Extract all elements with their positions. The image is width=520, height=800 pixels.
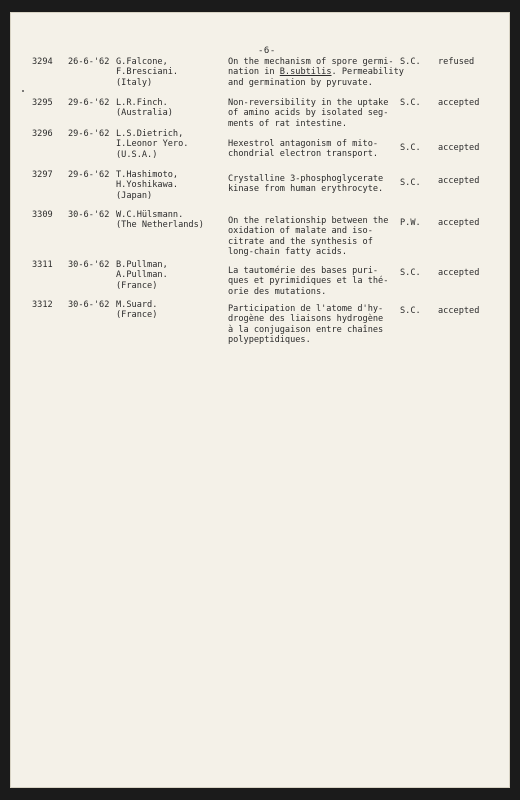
entry-title	[228, 216, 402, 258]
author-line: M.Suard.	[116, 300, 158, 310]
entry-title	[228, 57, 402, 88]
entry-authors	[116, 129, 226, 160]
title-line: of amino acids by isolated seg-	[228, 108, 389, 119]
author-country: (U.S.A.)	[116, 149, 158, 160]
entry-number: 3309	[32, 210, 53, 220]
entry-title	[228, 266, 402, 297]
entry-authors	[116, 300, 226, 321]
entry-date: 26-6-'62	[68, 57, 110, 67]
entry-title	[228, 139, 402, 160]
entry-decision: accepted	[438, 268, 480, 278]
page-number: -6-	[258, 46, 276, 56]
entry-decision: accepted	[438, 176, 480, 186]
entry-date: 29-6-'62	[68, 98, 110, 108]
author-country: (Italy)	[116, 77, 153, 88]
author-line: L.S.Dietrich,	[116, 129, 184, 139]
title-line: citrate and the synthesis of	[228, 236, 373, 247]
author-line: B.Pullman,	[116, 260, 168, 270]
title-line: ments of rat intestine.	[228, 118, 347, 129]
entry-referee: S.C.	[400, 98, 421, 108]
document-page	[10, 12, 510, 788]
entry-date: 29-6-'62	[68, 170, 110, 180]
title-line: and germination by pyruvate.	[228, 77, 373, 88]
entry-number: 3297	[32, 170, 53, 180]
entry-number: 3312	[32, 300, 53, 310]
entry-referee: S.C.	[400, 57, 421, 67]
entry-authors	[116, 57, 226, 88]
entry-referee: P.W.	[400, 218, 421, 228]
author-line: A.Pullman.	[116, 270, 168, 281]
entry-date: 30-6-'62	[68, 260, 110, 270]
entry-number: 3295	[32, 98, 53, 108]
entry-decision: refused	[438, 57, 475, 67]
title-line: On the relationship between the	[228, 216, 389, 226]
title-line: kinase from human erythrocyte.	[228, 184, 384, 195]
title-line: Crystalline 3-phosphoglycerate	[228, 174, 384, 184]
author-line: T.Hashimoto,	[116, 170, 179, 180]
entry-authors	[116, 98, 226, 119]
entry-authors	[116, 260, 226, 291]
entry-referee: S.C.	[400, 143, 421, 153]
entry-decision: accepted	[438, 143, 480, 153]
author-line: H.Yoshikawa.	[116, 180, 179, 191]
title-line	[228, 67, 402, 77]
entry-decision: accepted	[438, 306, 480, 316]
title-line: Participation de l'atome d'hy-	[228, 304, 384, 314]
entry-decision: accepted	[438, 218, 480, 228]
author-country: (Japan)	[116, 190, 153, 201]
title-line: orie des mutations.	[228, 286, 327, 297]
author-line: G.Falcone,	[116, 57, 168, 67]
entry-date: 30-6-'62	[68, 210, 110, 220]
entry-number: 3294	[32, 57, 53, 67]
title-line: long-chain fatty acids.	[228, 247, 347, 258]
author-country: (Australia)	[116, 108, 173, 119]
entry-title	[228, 174, 402, 195]
title-line: chondrial electron transport.	[228, 149, 379, 160]
title-line: On the mechanism of spore germi-	[228, 57, 394, 67]
title-fragment: nation in	[228, 67, 280, 78]
title-line: ques et pyrimidiques et la thé-	[228, 276, 389, 287]
title-line: oxidation of malate and iso-	[228, 226, 373, 237]
entry-date: 29-6-'62	[68, 129, 110, 139]
entry-referee: S.C.	[400, 268, 421, 278]
author-line: F.Bresciani.	[116, 67, 179, 78]
title-fragment: . Permeability	[331, 67, 404, 78]
entry-title	[228, 304, 402, 346]
entry-authors	[116, 210, 226, 231]
author-line: L.R.Finch.	[116, 98, 168, 108]
author-country: (France)	[116, 280, 158, 291]
entry-number: 3311	[32, 260, 53, 270]
title-line: polypeptidiques.	[228, 335, 311, 346]
entry-referee: S.C.	[400, 306, 421, 316]
title-line: Non-reversibility in the uptake	[228, 98, 389, 108]
entry-authors	[116, 170, 226, 201]
entry-date: 30-6-'62	[68, 300, 110, 310]
entry-title	[228, 98, 402, 129]
margin-mark	[22, 90, 24, 92]
author-country: (The Netherlands)	[116, 220, 204, 231]
entry-decision: accepted	[438, 98, 480, 108]
entry-number: 3296	[32, 129, 53, 139]
organism-name: B.subtilis	[279, 67, 332, 78]
title-line: Hexestrol antagonism of mito-	[228, 139, 379, 149]
author-line: I.Leonor Yero.	[116, 139, 189, 150]
title-line: drogène des liaisons hydrogène	[228, 314, 384, 325]
author-country: (France)	[116, 310, 158, 321]
title-line: à la conjugaison entre chaînes	[228, 324, 384, 335]
author-line: W.C.Hülsmann.	[116, 210, 184, 220]
title-line: La tautomérie des bases puri-	[228, 266, 379, 276]
entry-referee: S.C.	[400, 178, 421, 188]
